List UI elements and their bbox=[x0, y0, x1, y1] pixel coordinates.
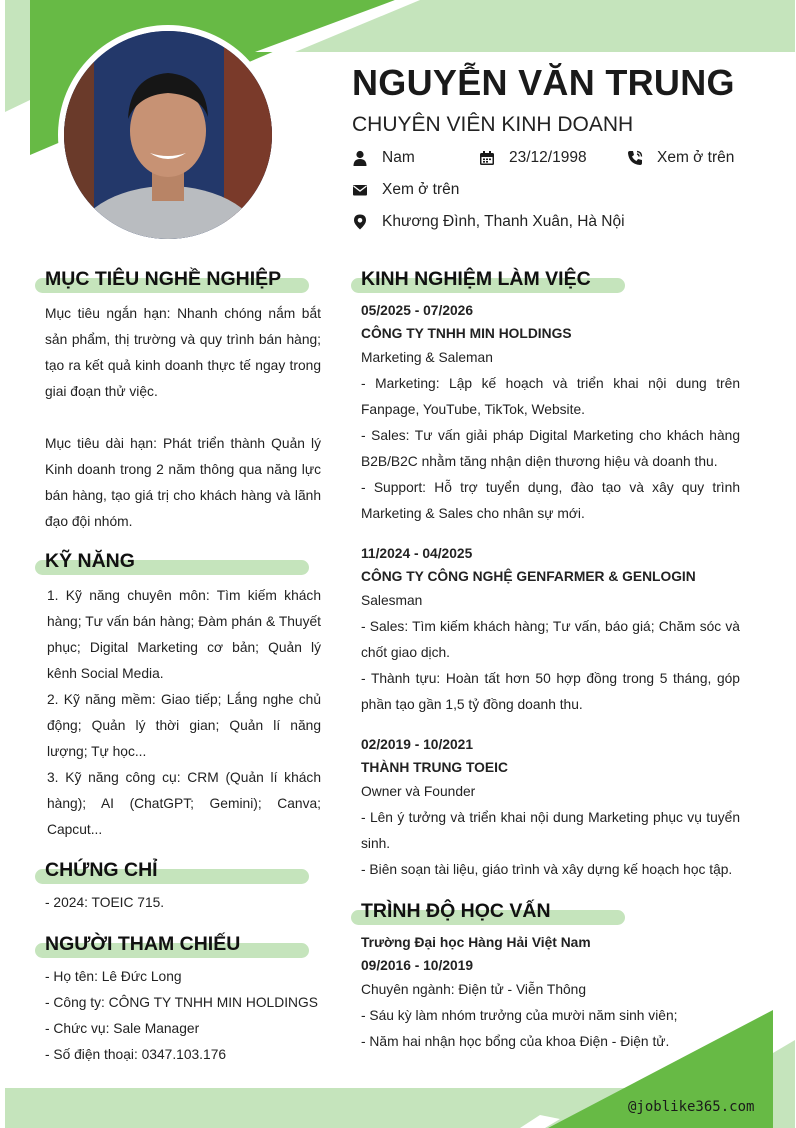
address-value: Khương Đình, Thanh Xuân, Hà Nội bbox=[382, 213, 625, 230]
reference-position: - Chức vụ: Sale Manager bbox=[45, 1021, 200, 1036]
phone-info bbox=[627, 149, 734, 167]
job-title: CHUYÊN VIÊN KINH DOANH bbox=[352, 113, 634, 136]
certificates-list bbox=[45, 890, 164, 916]
user-icon bbox=[352, 150, 368, 166]
avatar bbox=[58, 25, 278, 245]
experience-title: KINH NGHIỆM LÀM VIỆC bbox=[361, 268, 591, 290]
job-entry bbox=[361, 542, 740, 718]
certificate-item: - 2024: TOEIC 715. bbox=[45, 895, 165, 910]
objective-long-term: Mục tiêu dài hạn: Phát triển thành Quản lý Kinh doanh trong 2 năm thông qua năng lực bán hàng, tạo giá trị cho khách hàng và lãnh đạo đội nhóm. bbox=[45, 436, 321, 529]
references-list bbox=[45, 964, 318, 1068]
profile-photo bbox=[64, 31, 272, 239]
address-info bbox=[352, 213, 625, 231]
phone-value: Xem ở trên bbox=[657, 149, 735, 166]
job-detail: - Sales: Tư vấn giải pháp Digital Marketing cho khách hàng B2B/B2C nhằm tăng nhận diện thương hiệu và doanh thu. bbox=[361, 428, 740, 469]
job-date: 11/2024 - 04/2025 bbox=[361, 546, 473, 561]
education-date: 09/2016 - 10/2019 bbox=[361, 958, 474, 973]
gender-info bbox=[352, 149, 415, 167]
skills-list bbox=[47, 583, 321, 843]
job-company: CÔNG TY TNHH MIN HOLDINGS bbox=[361, 326, 572, 341]
job-detail: - Thành tựu: Hoàn tất hơn 50 hợp đồng trong 5 tháng, góp phần tạo gần 1,5 tỷ đồng doanh thu. bbox=[361, 671, 740, 712]
education-title: TRÌNH ĐỘ HỌC VẤN bbox=[361, 900, 551, 922]
objective-title: MỤC TIÊU NGHỀ NGHIỆP bbox=[45, 268, 282, 290]
objective-short-term: Mục tiêu ngắn hạn: Nhanh chóng nắm bắt sản phẩm, thị trường và quy trình bán hàng; tạo ra kết quả kinh doanh thực tế ngay trong giai đoạn thử việc. bbox=[45, 306, 321, 399]
education-entry bbox=[361, 931, 740, 1055]
job-detail: - Marketing: Lập kế hoạch và triển khai nội dung trên Fanpage, YouTube, TikTok, Website. bbox=[361, 376, 740, 417]
job-company: CÔNG TY CÔNG NGHỆ GENFARMER & GENLOGIN bbox=[361, 569, 696, 584]
certificates-title: CHỨNG CHỈ bbox=[45, 859, 158, 881]
job-detail: - Support: Hỗ trợ tuyển dụng, đào tạo và xây quy trình Marketing & Sales cho nhân sự mới. bbox=[361, 480, 740, 521]
calendar-icon bbox=[479, 150, 495, 166]
reference-company: - Công ty: CÔNG TY TNHH MIN HOLDINGS bbox=[45, 995, 318, 1010]
email-value: Xem ở trên bbox=[382, 181, 460, 198]
birthday-value: 23/12/1998 bbox=[509, 149, 587, 166]
references-title: NGƯỜI THAM CHIẾU bbox=[45, 933, 241, 955]
reference-name: - Họ tên: Lê Đức Long bbox=[45, 969, 182, 984]
job-entry bbox=[361, 299, 740, 527]
job-date: 02/2019 - 10/2021 bbox=[361, 737, 474, 752]
job-detail: - Biên soạn tài liệu, giáo trình và xây dựng kế hoạch học tập. bbox=[361, 862, 733, 877]
education-school: Trường Đại học Hàng Hải Việt Nam bbox=[361, 935, 591, 950]
job-position: Marketing & Saleman bbox=[361, 350, 493, 365]
job-detail: - Sales: Tìm kiếm khách hàng; Tư vấn, báo giá; Chăm sóc và chốt giao dịch. bbox=[361, 619, 740, 660]
skills-title: KỸ NĂNG bbox=[45, 550, 135, 572]
education-detail: - Năm hai nhận học bổng của khoa Điện - Điện tử. bbox=[361, 1034, 670, 1049]
objective-section bbox=[45, 301, 321, 535]
job-entry bbox=[361, 733, 740, 883]
education-detail: - Sáu kỳ làm nhóm trưởng của mười năm sinh viên; bbox=[361, 1008, 678, 1023]
birthday-info bbox=[479, 149, 587, 167]
job-position: Salesman bbox=[361, 593, 423, 608]
reference-phone: - Số điện thoại: 0347.103.176 bbox=[45, 1047, 227, 1062]
skill-item: 2. Kỹ năng mềm: Giao tiếp; Lắng nghe chủ động; Quản lý thời gian; Quản lí năng lượng; Tự học... bbox=[47, 692, 321, 759]
email-info bbox=[352, 181, 459, 199]
skill-item: 3. Kỹ năng công cụ: CRM (Quản lí khách hàng); AI (ChatGPT; Gemini); Canva; Capcut... bbox=[47, 770, 321, 837]
job-company: THÀNH TRUNG TOEIC bbox=[361, 760, 508, 775]
job-detail: - Lên ý tưởng và triển khai nội dung Marketing phục vụ tuyển sinh. bbox=[361, 810, 740, 851]
job-date: 05/2025 - 07/2026 bbox=[361, 303, 474, 318]
education-major: Chuyên ngành: Điện tử - Viễn Thông bbox=[361, 982, 587, 997]
envelope-icon bbox=[352, 182, 368, 198]
footer-website: @joblike365.com bbox=[628, 1099, 755, 1115]
phone-icon bbox=[627, 150, 643, 166]
skill-item: 1. Kỹ năng chuyên môn: Tìm kiếm khách hàng; Tư vấn bán hàng; Đàm phán & Thuyết phục; Digital Marketing cơ bản; Quản lý kênh Social Media. bbox=[47, 588, 321, 681]
map-pin-icon bbox=[352, 214, 368, 230]
candidate-name: NGUYỄN VĂN TRUNG bbox=[352, 62, 735, 103]
job-position: Owner và Founder bbox=[361, 784, 476, 799]
gender-value: Nam bbox=[382, 149, 415, 166]
